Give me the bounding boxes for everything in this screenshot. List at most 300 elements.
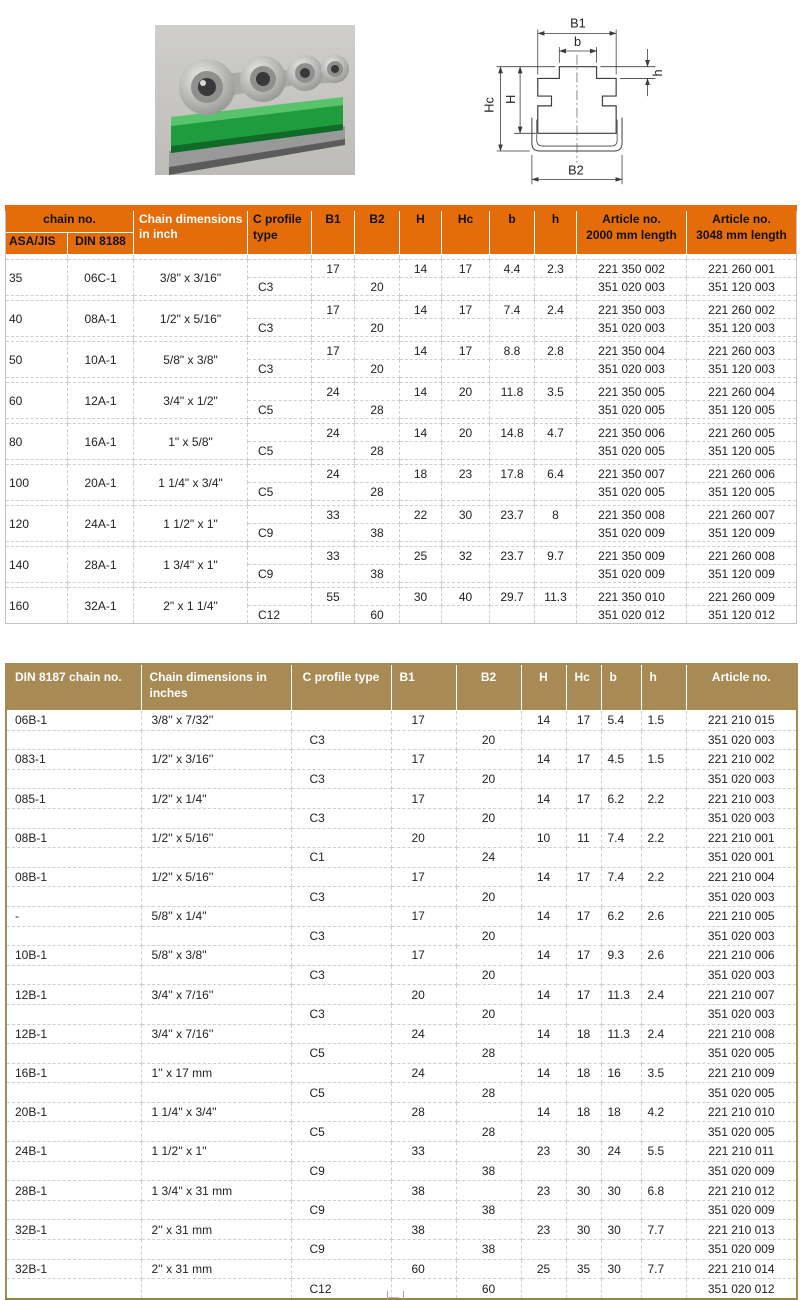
table-cell: 2.4: [641, 985, 686, 1005]
table-cell-empty: [6, 769, 141, 789]
table-cell-empty: [312, 483, 355, 501]
table-cell-empty: [312, 565, 355, 583]
col-header-asa-jis: ASA/JIS: [6, 233, 68, 255]
table-cell-empty: [566, 1161, 601, 1181]
table-cell: 17: [442, 260, 490, 278]
table-cell-empty: [248, 547, 312, 565]
table-cell-empty: [535, 606, 577, 624]
table-cell: 351 120 003: [687, 360, 797, 378]
table-cell: 17: [312, 301, 355, 319]
table-row: [6, 1240, 797, 1260]
table-cell: 2" x 1 1/4": [134, 588, 248, 624]
table-cell-empty: [535, 278, 577, 296]
table-cell-empty: [601, 926, 641, 946]
table-cell: 24: [391, 1024, 456, 1044]
table-cell-empty: [291, 828, 391, 848]
table-cell: 30: [566, 1181, 601, 1201]
table-row: [6, 547, 797, 565]
table-cell-empty: [141, 1044, 291, 1064]
table-cell-empty: [248, 424, 312, 442]
table-cell-empty: [456, 867, 521, 887]
table-cell-empty: [601, 730, 641, 750]
table-cell: 30: [400, 588, 442, 606]
table-cell: 221 350 006: [577, 424, 687, 442]
table-row: [6, 383, 797, 401]
table-cell-empty: [6, 1122, 141, 1142]
table-cell-empty: [391, 1161, 456, 1181]
table-cell: 221 260 006: [687, 465, 797, 483]
table-cell: 351 020 009: [686, 1200, 797, 1220]
table-cell: 17: [312, 260, 355, 278]
table-cell-empty: [521, 926, 566, 946]
table-cell-empty: [490, 442, 535, 460]
table-cell-empty: [141, 1279, 291, 1299]
table-cell-empty: [535, 360, 577, 378]
table-cell-empty: [521, 887, 566, 907]
table-cell: 33: [391, 1142, 456, 1162]
table-cell-empty: [521, 769, 566, 789]
table-cell-empty: [566, 1083, 601, 1103]
table-cell-empty: [442, 360, 490, 378]
table-cell: 24: [601, 1142, 641, 1162]
table-cell: 35: [566, 1259, 601, 1279]
table-cell-empty: [291, 1181, 391, 1201]
table-cell: 221 260 005: [687, 424, 797, 442]
table-row: [6, 1024, 797, 1044]
table-cell: 24: [312, 424, 355, 442]
table-cell: 7.4: [601, 828, 641, 848]
table-cell-empty: [566, 1004, 601, 1024]
din-8187-chain-table: [5, 663, 798, 1300]
table-cell: 3/4'' x 7/16'': [141, 1024, 291, 1044]
table-cell: 38: [355, 524, 400, 542]
table-cell: 9.7: [535, 547, 577, 565]
din-table-body: [6, 711, 797, 1299]
table-cell-empty: [391, 1044, 456, 1064]
table-cell: 140: [6, 547, 68, 583]
table-cell: 40: [442, 588, 490, 606]
table-cell-empty: [456, 1220, 521, 1240]
table-row: [6, 789, 797, 809]
table-cell: 17: [391, 906, 456, 926]
table-cell: 20: [456, 926, 521, 946]
table-cell: 11.3: [601, 1024, 641, 1044]
table-cell-empty: [641, 1200, 686, 1220]
table-cell-empty: [641, 887, 686, 907]
table-cell: 221 350 007: [577, 465, 687, 483]
table-row: [6, 301, 797, 319]
table-cell: 221 260 002: [687, 301, 797, 319]
table-row: [6, 808, 797, 828]
table-cell-empty: [355, 383, 400, 401]
table-cell-empty: [355, 301, 400, 319]
table-cell: 17: [566, 711, 601, 731]
col-header-din-8188: DIN 8188: [68, 233, 134, 255]
table-cell: 2'' x 31 mm: [141, 1220, 291, 1240]
table-cell-empty: [391, 1004, 456, 1024]
table-cell-empty: [391, 1240, 456, 1260]
table-cell: 351 020 005: [577, 442, 687, 460]
table-cell: 50: [6, 342, 68, 378]
table-row: [6, 965, 797, 985]
table-cell-empty: [601, 1161, 641, 1181]
col-header-b: b: [601, 664, 641, 711]
table-cell-empty: [442, 524, 490, 542]
table-cell-empty: [291, 711, 391, 731]
table-row: [6, 1259, 797, 1279]
table-cell: 14: [400, 260, 442, 278]
table-row: [6, 1142, 797, 1162]
table-cell: 18: [566, 1024, 601, 1044]
table-cell: 4.4: [490, 260, 535, 278]
table-cell-empty: [400, 360, 442, 378]
profile-cross-section-diagram: [465, 2, 685, 198]
table-cell-empty: [312, 278, 355, 296]
table-cell-empty: [601, 1240, 641, 1260]
table-cell: 7.7: [641, 1220, 686, 1240]
table-cell: 20: [391, 828, 456, 848]
table-cell: 12B-1: [6, 1024, 141, 1044]
table-cell-empty: [442, 442, 490, 460]
table-cell: 20: [355, 360, 400, 378]
table-cell: 221 210 001: [686, 828, 797, 848]
table-cell-empty: [248, 506, 312, 524]
col-header-article: Article no.: [686, 664, 797, 711]
table-cell: 14: [521, 1024, 566, 1044]
table-row: [6, 887, 797, 907]
table-cell: 20: [456, 887, 521, 907]
table-cell: 06C-1: [68, 260, 134, 296]
table-cell: 28: [456, 1122, 521, 1142]
table-cell-empty: [291, 946, 391, 966]
col-header-dimensions: Chain dimensions in inch: [134, 208, 248, 255]
table-cell-empty: [490, 360, 535, 378]
table-cell: 10B-1: [6, 946, 141, 966]
table-cell: 6.8: [641, 1181, 686, 1201]
asa-jis-table-body: [6, 255, 797, 624]
table-cell: 23: [521, 1220, 566, 1240]
table-cell: 085-1: [6, 789, 141, 809]
table-cell: 7.4: [490, 301, 535, 319]
table-cell: 1 1/4" x 3/4": [134, 465, 248, 501]
dim-label-b2: B2: [568, 162, 584, 178]
table-cell-empty: [535, 401, 577, 419]
table-cell-empty: [6, 1200, 141, 1220]
table-cell: 14: [521, 867, 566, 887]
table-cell: 221 350 002: [577, 260, 687, 278]
table-row: [6, 342, 797, 360]
table-cell-empty: [566, 1240, 601, 1260]
table-cell: 10A-1: [68, 342, 134, 378]
table-cell-empty: [291, 750, 391, 770]
table-cell: 221 260 009: [687, 588, 797, 606]
col-header-b1: B1: [391, 664, 456, 711]
table-cell: 30: [566, 1142, 601, 1162]
table-cell-empty: [641, 965, 686, 985]
col-header-article-3048: [687, 208, 797, 255]
col-header-b1: B1: [312, 208, 355, 255]
table-cell: 23.7: [490, 547, 535, 565]
table-cell-empty: [490, 401, 535, 419]
table-cell: 20: [442, 424, 490, 442]
table-cell-empty: [641, 808, 686, 828]
table-cell-empty: [391, 808, 456, 828]
table-cell: 221 210 003: [686, 789, 797, 809]
table-cell: 351 020 003: [686, 965, 797, 985]
table-cell: 06B-1: [6, 711, 141, 731]
table-cell: 29.7: [490, 588, 535, 606]
table-cell: 9.3: [601, 946, 641, 966]
table-cell-empty: [601, 848, 641, 868]
table-cell: 351 020 012: [686, 1279, 797, 1299]
col-header-h: h: [641, 664, 686, 711]
table-cell-empty: [601, 1044, 641, 1064]
table-cell: 24: [312, 383, 355, 401]
table-cell-empty: [442, 319, 490, 337]
table-cell-empty: [601, 808, 641, 828]
table-cell-empty: [566, 965, 601, 985]
table-cell: C3: [291, 1004, 391, 1024]
table-row: [6, 926, 797, 946]
table-cell-empty: [521, 1279, 566, 1299]
table-cell: C9: [291, 1161, 391, 1181]
table-row: [6, 1083, 797, 1103]
table-cell-empty: [141, 1122, 291, 1142]
table-cell: 55: [312, 588, 355, 606]
table-row: [6, 1200, 797, 1220]
table-cell-empty: [566, 730, 601, 750]
table-cell-empty: [355, 342, 400, 360]
table-cell: 351 120 005: [687, 483, 797, 501]
table-cell: 351 120 009: [687, 524, 797, 542]
table-cell-empty: [601, 1279, 641, 1299]
table-cell: 2.6: [641, 906, 686, 926]
table-cell-empty: [355, 588, 400, 606]
table-cell: 351 020 012: [577, 606, 687, 624]
col-header-b2: B2: [355, 208, 400, 255]
table-cell-empty: [601, 1083, 641, 1103]
table-cell: 4.7: [535, 424, 577, 442]
table-cell: 38: [391, 1220, 456, 1240]
table-cell-empty: [442, 606, 490, 624]
table-cell: 351 020 003: [686, 730, 797, 750]
table-cell: 2'' x 31 mm: [141, 1259, 291, 1279]
table-cell: C5: [291, 1044, 391, 1064]
table-cell: 221 210 011: [686, 1142, 797, 1162]
table-cell-empty: [291, 906, 391, 926]
table-cell: 351 020 009: [686, 1240, 797, 1260]
table-cell: 18: [566, 1102, 601, 1122]
table-cell-empty: [456, 750, 521, 770]
table-cell: C5: [248, 442, 312, 460]
table-cell-empty: [391, 769, 456, 789]
table-cell: 20: [456, 808, 521, 828]
table-cell-empty: [248, 260, 312, 278]
table-cell-empty: [456, 1259, 521, 1279]
table-cell: 20: [456, 965, 521, 985]
table-cell: 17: [566, 985, 601, 1005]
table-cell: 351 020 009: [686, 1161, 797, 1181]
table-cell: 351 020 005: [577, 483, 687, 501]
table-cell: 38: [456, 1200, 521, 1220]
table-cell-empty: [521, 848, 566, 868]
col-header-H: H: [521, 664, 566, 711]
table-cell: 33: [312, 506, 355, 524]
header-row-1: [6, 208, 797, 233]
table-cell: 17: [391, 946, 456, 966]
table-cell-empty: [566, 769, 601, 789]
table-cell: 5/8" x 3/8": [134, 342, 248, 378]
table-cell-empty: [141, 965, 291, 985]
table-cell-empty: [641, 1044, 686, 1064]
table-cell-empty: [400, 442, 442, 460]
table-cell-empty: [391, 926, 456, 946]
table-cell-empty: [141, 730, 291, 750]
table-cell: 14: [521, 906, 566, 926]
table-cell: 12B-1: [6, 985, 141, 1005]
table-cell: 221 350 004: [577, 342, 687, 360]
table-cell-empty: [521, 1044, 566, 1064]
table-cell: 221 260 003: [687, 342, 797, 360]
table-cell-empty: [6, 848, 141, 868]
table-cell: 30: [601, 1181, 641, 1201]
col-header-article-2000: [577, 208, 687, 255]
table-cell: 120: [6, 506, 68, 542]
table-cell-empty: [442, 278, 490, 296]
table-cell: 25: [400, 547, 442, 565]
table-cell-empty: [456, 1024, 521, 1044]
table-cell-empty: [490, 565, 535, 583]
table-cell: 24: [456, 848, 521, 868]
table-cell: 32A-1: [68, 588, 134, 624]
table-cell-empty: [521, 1122, 566, 1142]
table-cell-empty: [442, 483, 490, 501]
table-cell: 221 210 009: [686, 1063, 797, 1083]
table-cell: 16: [601, 1063, 641, 1083]
col-header-Hc: Hc: [442, 208, 490, 255]
table-cell: 35: [6, 260, 68, 296]
table-row: [6, 424, 797, 442]
table-cell: 2.8: [535, 342, 577, 360]
table-cell: C9: [291, 1200, 391, 1220]
table-cell-empty: [291, 1220, 391, 1240]
table-cell: 351 020 003: [686, 1004, 797, 1024]
table-cell-empty: [6, 1004, 141, 1024]
col-header-dimensions: Chain dimensions in inches: [141, 664, 291, 711]
asa-jis-chain-table: [5, 205, 797, 624]
table-cell: 17: [566, 750, 601, 770]
table-cell: 16B-1: [6, 1063, 141, 1083]
table-cell: 17: [312, 342, 355, 360]
table-cell: 18: [601, 1102, 641, 1122]
table-cell: 17: [566, 867, 601, 887]
col-header-b: b: [490, 208, 535, 255]
table-cell-empty: [391, 730, 456, 750]
table-cell-empty: [291, 1142, 391, 1162]
table-row: [6, 711, 797, 731]
asa-jis-chain-table-wrapper: [5, 205, 796, 624]
table-cell: 221 210 015: [686, 711, 797, 731]
table-cell: 351 020 003: [686, 926, 797, 946]
table-cell: C3: [248, 360, 312, 378]
table-cell-empty: [535, 319, 577, 337]
table-cell-empty: [400, 401, 442, 419]
table-cell: 20: [456, 1004, 521, 1024]
table-cell-empty: [490, 319, 535, 337]
table-cell: 24B-1: [6, 1142, 141, 1162]
table-cell: 28: [355, 442, 400, 460]
table-cell-empty: [291, 1259, 391, 1279]
table-cell-empty: [312, 524, 355, 542]
table-cell-empty: [6, 1279, 141, 1299]
table-cell: 3/8" x 3/16": [134, 260, 248, 296]
table-cell: 221 350 003: [577, 301, 687, 319]
table-cell: 14: [521, 750, 566, 770]
table-cell: 32B-1: [6, 1259, 141, 1279]
table-cell-empty: [521, 965, 566, 985]
table-cell: 30: [566, 1220, 601, 1240]
table-cell: 30: [601, 1259, 641, 1279]
table-cell: 221 210 013: [686, 1220, 797, 1240]
table-cell-empty: [601, 1004, 641, 1024]
table-cell: 30: [601, 1220, 641, 1240]
table-cell-empty: [291, 789, 391, 809]
table-cell: 351 020 005: [686, 1122, 797, 1142]
table-cell: 14: [400, 301, 442, 319]
table-row: [6, 465, 797, 483]
table-cell: 221 210 002: [686, 750, 797, 770]
table-cell-empty: [641, 1122, 686, 1142]
table-cell-empty: [490, 524, 535, 542]
table-cell: 221 350 005: [577, 383, 687, 401]
table-cell: 221 210 006: [686, 946, 797, 966]
table-cell: 351 020 009: [577, 565, 687, 583]
table-cell: 24: [391, 1063, 456, 1083]
table-cell: 1 3/4" x 1": [134, 547, 248, 583]
table-cell-empty: [566, 1044, 601, 1064]
table-cell: 28: [456, 1044, 521, 1064]
col-header-H: H: [400, 208, 442, 255]
table-cell: 30: [442, 506, 490, 524]
table-cell: 25: [521, 1259, 566, 1279]
col-header-chain-no: chain no.: [6, 208, 134, 233]
table-cell: 4.5: [601, 750, 641, 770]
table-cell: 17: [391, 750, 456, 770]
table-cell-empty: [141, 887, 291, 907]
table-cell: 351 020 003: [686, 887, 797, 907]
table-cell-empty: [601, 1200, 641, 1220]
table-cell: 60: [355, 606, 400, 624]
table-cell-empty: [6, 887, 141, 907]
table-cell-empty: [6, 808, 141, 828]
table-cell-empty: [601, 1122, 641, 1142]
table-cell: 2.2: [641, 828, 686, 848]
table-cell: 1 1/2" x 1": [134, 506, 248, 542]
cutoff-diagram-fragment: [383, 1291, 423, 1300]
table-cell: 1" x 5/8": [134, 424, 248, 460]
table-cell: 221 350 008: [577, 506, 687, 524]
table-cell-empty: [312, 401, 355, 419]
table-cell: 11: [566, 828, 601, 848]
table-cell-empty: [6, 1240, 141, 1260]
table-cell-empty: [6, 730, 141, 750]
table-cell: 351 020 003: [577, 319, 687, 337]
table-cell: 20: [456, 769, 521, 789]
table-cell: 1 1/4'' x 3/4'': [141, 1102, 291, 1122]
table-cell-empty: [521, 1240, 566, 1260]
table-cell: 2.2: [641, 789, 686, 809]
table-cell: 351 020 005: [577, 401, 687, 419]
